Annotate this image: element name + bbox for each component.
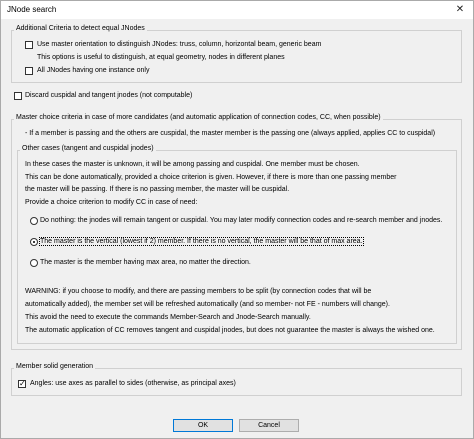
title-bar[interactable] <box>1 1 473 19</box>
orientation-label: Use master orientation to distinguish JNodes: truss, column, horizontal beam, generic beam <box>37 41 322 48</box>
criterion-label-do-nothing: Do nothing: the jnodes will remain tangent or cuspidal. You may later modify connection codes and re-search member and jnodes. <box>40 217 443 224</box>
ok-button[interactable]: OK <box>173 419 233 432</box>
criterion-label-max-area: The master is the member having max area, no matter the direction. <box>40 259 251 266</box>
other-cases-legend: Other cases (tangent and cuspidal jnodes) <box>22 145 154 152</box>
window-title: JNode search <box>7 5 57 14</box>
warning-line: The automatic application of CC removes tangent and cuspidal jnodes, but does not guarantee the master is always the wished one. <box>25 327 435 334</box>
info-line: In these cases the master is unknown, it will be among passing and cuspidal. One member must be chosen. <box>25 161 360 168</box>
warning-line: automatically added), the member set will be refreshed automatically (and so member- not FE - numbers will change). <box>25 301 390 308</box>
warning-line: WARNING: if you choose to modify, and there are passing members to be split (by connection codes that will be <box>25 288 372 295</box>
angles-label: Angles: use axes as parallel to sides (otherwise, as principal axes) <box>30 380 236 387</box>
single-instance-label: All JNodes having one instance only <box>37 67 150 74</box>
angles-checkbox[interactable] <box>18 380 26 388</box>
orientation-note: This options is useful to distinguish, at equal geometry, nodes in different planes <box>37 54 285 61</box>
discard-label: Discard cuspidal and tangent jnodes (not computable) <box>25 92 193 99</box>
info-line: the master will be passing. If there is no passing member, the master will be cuspidal. <box>25 186 290 193</box>
warning-line: This avoid the need to execute the commands Member-Search and Jnode-Search manually. <box>25 314 311 321</box>
additional-criteria-legend: Additional Criteria to detect equal JNodes <box>16 25 145 32</box>
master-choice-legend: Master choice criteria in case of more candidates (and automatic application of connection codes, CC, when possible) <box>16 114 381 121</box>
criterion-radio-max-area[interactable] <box>30 259 38 267</box>
cancel-button[interactable]: Cancel <box>239 419 299 432</box>
discard-checkbox[interactable] <box>14 92 22 100</box>
criterion-radio-vertical[interactable] <box>30 238 38 246</box>
info-line: Provide a choice criterion to modify CC in case of need: <box>25 199 198 206</box>
close-icon[interactable]: ✕ <box>455 4 465 15</box>
orientation-checkbox[interactable] <box>25 41 33 49</box>
single-instance-checkbox[interactable] <box>25 67 33 75</box>
info-line: This can be done automatically, provided a choice criterion is given. However, if there is more than one passing member <box>25 174 397 181</box>
criterion-radio-do-nothing[interactable] <box>30 217 38 225</box>
criterion-label-vertical: The master is the vertical (lowest if 2) member. If there is no vertical, the master will be that of max area. <box>40 238 363 245</box>
solid-generation-legend: Member solid generation <box>16 363 94 370</box>
passing-rule-text: - If a member is passing and the others are cuspidal, the master member is the passing one (always applied, applies CC to cuspidal) <box>25 130 436 137</box>
